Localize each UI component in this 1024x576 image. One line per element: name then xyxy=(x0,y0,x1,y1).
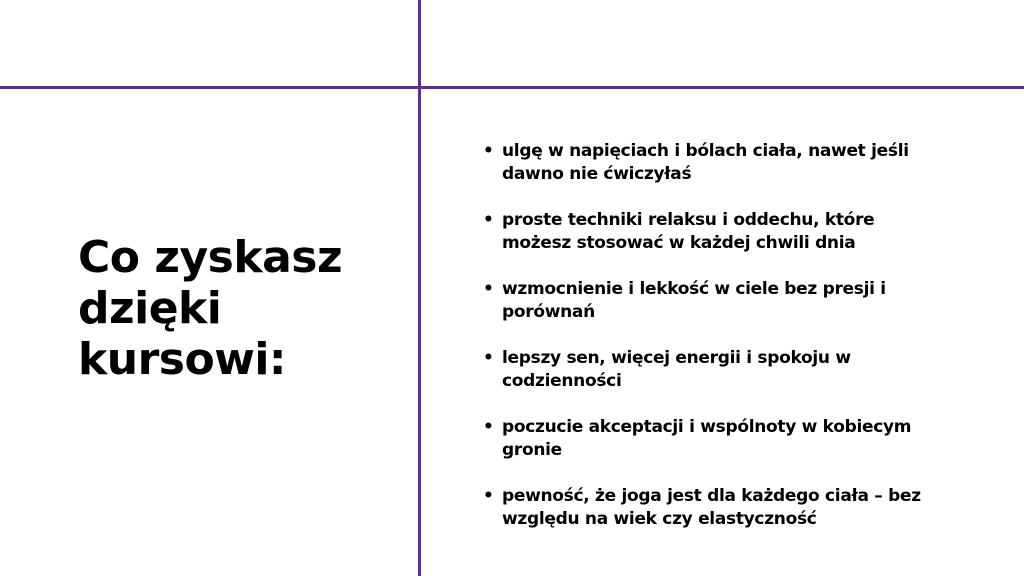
list-item-text: gronie xyxy=(502,440,562,460)
list-item-text: poczucie akceptacji i wspólnoty w kobiecym xyxy=(502,417,912,437)
list-item-text: pewność, że joga jest dla każdego ciała – bez xyxy=(502,486,921,506)
bullet-icon: • xyxy=(483,486,494,506)
list-item-text: możesz stosować w każdej chwili dnia xyxy=(502,233,856,253)
list-item xyxy=(483,278,983,324)
list-item xyxy=(483,140,983,186)
list-item-text: porównań xyxy=(502,302,595,322)
list-item-text: dawno nie ćwiczyłaś xyxy=(502,164,692,184)
list-item xyxy=(483,347,983,393)
title-line: kursowi: xyxy=(78,334,287,385)
list-item-text: wzmocnienie i lekkość w ciele bez presji i xyxy=(502,279,886,299)
list-item-text: codzienności xyxy=(502,371,622,391)
list-item-text: lepszy sen, więcej energii i spokoju w xyxy=(502,348,851,368)
page-title xyxy=(78,232,398,385)
bullet-icon: • xyxy=(483,210,494,230)
title-line: Co zyskasz xyxy=(78,232,343,283)
bullet-icon: • xyxy=(483,417,494,437)
benefits-list xyxy=(483,140,983,554)
horizontal-divider xyxy=(0,86,1024,89)
list-item xyxy=(483,416,983,462)
list-item-text: względu na wiek czy elastyczność xyxy=(502,509,817,529)
list-item xyxy=(483,485,983,531)
bullet-icon: • xyxy=(483,141,494,161)
bullet-icon: • xyxy=(483,279,494,299)
title-line: dzięki xyxy=(78,283,222,334)
list-item-text: proste techniki relaksu i oddechu, które xyxy=(502,210,875,230)
list-item-text: ulgę w napięciach i bólach ciała, nawet jeśli xyxy=(502,141,909,161)
bullet-icon: • xyxy=(483,348,494,368)
list-item xyxy=(483,209,983,255)
